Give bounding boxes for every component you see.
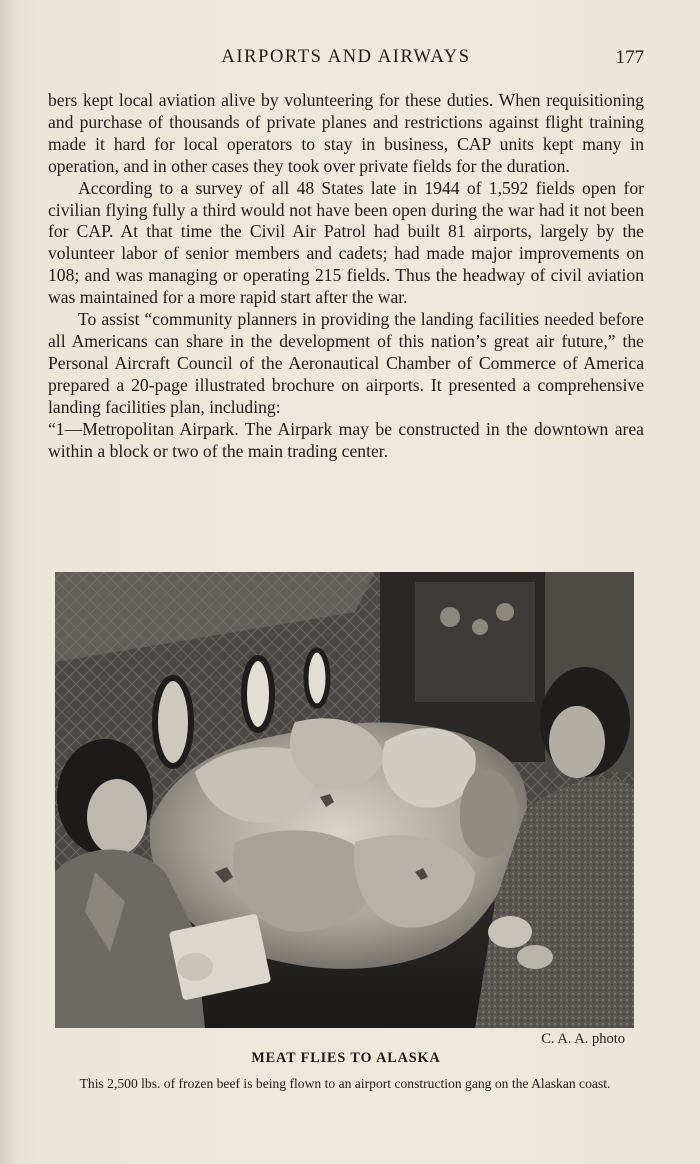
caption-title: MEAT FLIES TO ALASKA [251, 1050, 441, 1066]
caption-text: This 2,500 lbs. of frozen beef is being flown to an airport construction gang on the Alaskan coast. [79, 1076, 611, 1091]
paragraph-continuation: bers kept local aviation alive by volunteering for these duties. When requisitioning and purchase of thousands of private planes and restrictions against flight training made it hard for local operators to stay in business, CAP units kept many in operation, and in other cases they took over private fields for the duration. [48, 90, 644, 176]
paragraph-survey: According to a survey of all 48 States late in 1944 of 1,592 fields open for civilian flying fully a third would not have been open during the war had it not been for CAP. At that time the Civil Air Patrol had built 81 airports, largely by the volunteer labor of senior members and cadets; had made major improvements on 108; and was managing or operating 215 fields. Thus the headway of civil aviation was maintained for a more rapid start after the war. [48, 177, 644, 308]
body-text [48, 90, 644, 462]
photo-meat-cargo [55, 572, 634, 1028]
paragraph-brochure: To assist “community planners in providing the landing facilities needed before all Americans can share in the development of this nation’s great air future,” the Personal Aircraft Council of the Aeronautical Chamber of Commerce of America prepared a 20-page illustrated brochure on airports. It presented a comprehensive landing facilities plan, including: [48, 309, 644, 417]
paragraph-airpark: “1—Metropolitan Airpark. The Airpark may be constructed in the downtown area within a block or two of the main trading center. [48, 418, 644, 461]
running-title: AIRPORTS AND AIRWAYS [221, 47, 471, 67]
photo-credit: C. A. A. photo [541, 1031, 625, 1047]
page-number: 177 [615, 47, 644, 68]
running-head [48, 44, 644, 74]
